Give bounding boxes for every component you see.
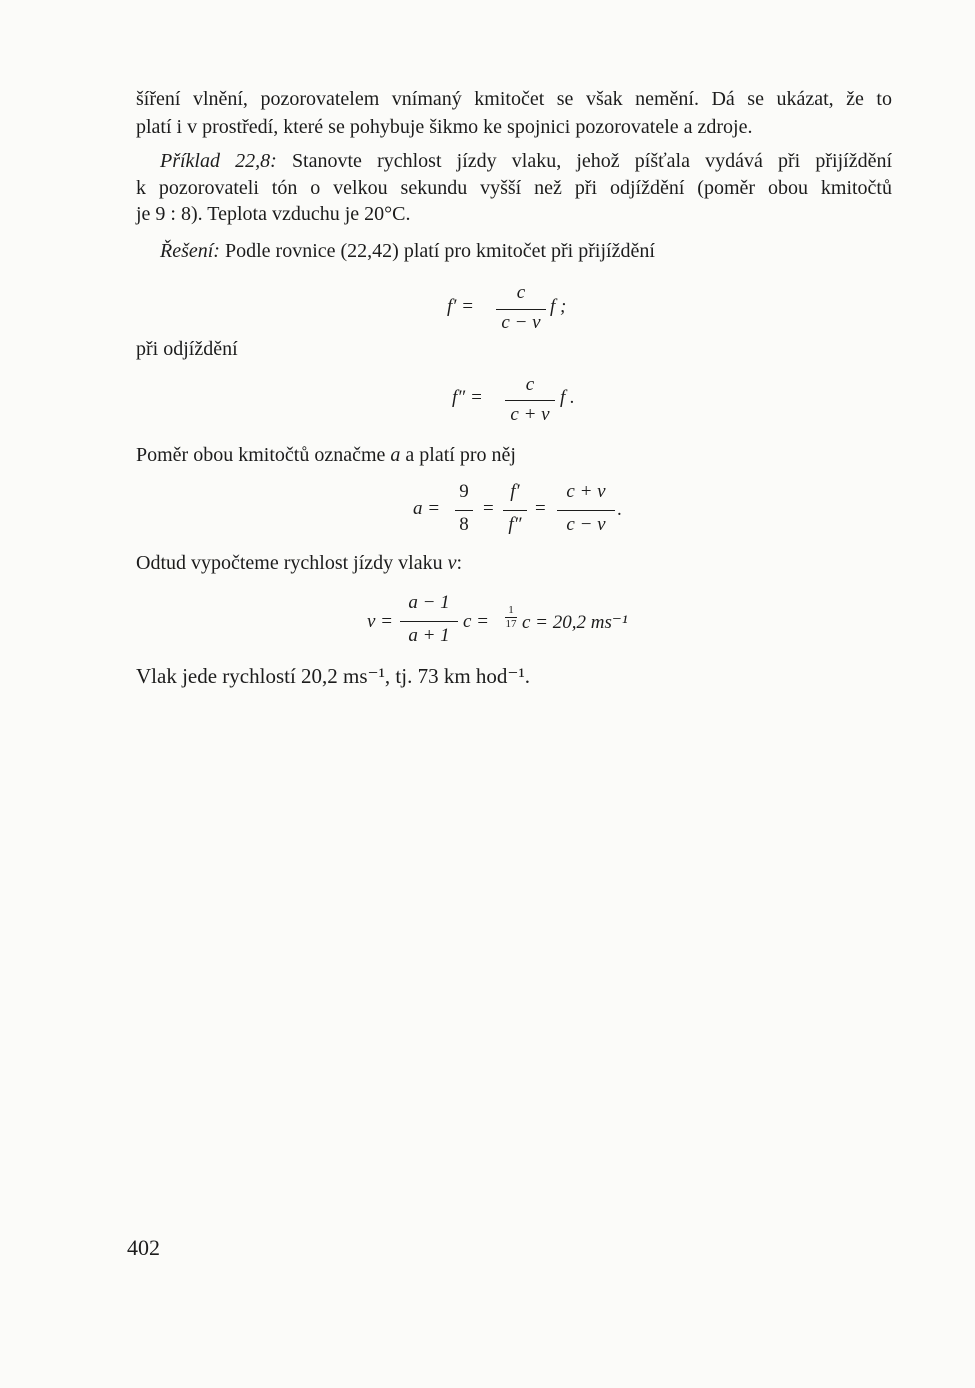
text-ratio-var: a: [390, 444, 401, 466]
eq3-f3-numerator: c + v: [566, 481, 606, 502]
fraction-bar: [505, 400, 555, 401]
eq4-rhs: c = 20,2 ms⁻¹: [522, 612, 628, 633]
eq4-fraction-1: [400, 592, 458, 654]
fraction-bar: [455, 510, 473, 511]
eq3-equals-b: =: [535, 498, 546, 519]
solution-line1: [160, 240, 655, 263]
eq3-fraction-2: [503, 481, 527, 541]
eq4-f1-denominator: a + 1: [408, 625, 450, 646]
eq3-f1-numerator: 9: [459, 481, 469, 502]
eq4-mid: c =: [463, 611, 490, 632]
text-ratio-post: a platí pro něj: [405, 444, 516, 466]
eq4-f2-numerator: 1: [508, 604, 514, 616]
text-departure: při odjíždění: [136, 338, 238, 360]
eq1-numerator: c: [516, 282, 526, 303]
eq3-lhs: a =: [413, 498, 441, 519]
eq1-lhs: f′ =: [447, 296, 475, 317]
text-ratio: [136, 444, 516, 467]
eq2-numerator: c: [525, 374, 535, 395]
text-compute: [136, 552, 462, 575]
paragraph1-line2: platí i v prostředí, které se pohybuje šikmo ke spojnici pozorovatele a zdroje.: [136, 116, 753, 138]
conclusion: Vlak jede rychlostí 20,2 ms⁻¹, tj. 73 km hod⁻¹.: [136, 664, 531, 688]
fraction-bar: [503, 510, 527, 511]
fraction-bar: [496, 309, 546, 310]
eq2-lhs: f″ =: [452, 387, 483, 408]
eq3-f3-denominator: c − v: [566, 514, 606, 535]
example-line2: k pozorovateli tón o velkou sekundu vyšší než při odjíždění (poměr obou kmitočtů: [136, 177, 892, 199]
fraction-bar: [557, 510, 615, 511]
eq2-rhs: f .: [560, 387, 575, 408]
page-number: 402: [127, 1235, 160, 1260]
solution-label: Řešení:: [160, 240, 220, 262]
eq3-f1-denominator: 8: [459, 514, 469, 535]
example-label: Příklad 22,8:: [160, 150, 277, 172]
eq1-fraction: [496, 280, 546, 340]
eq4-f1-numerator: a − 1: [408, 592, 450, 613]
text-ratio-pre: Poměr obou kmitočtů označme: [136, 444, 386, 466]
text-compute-post: :: [456, 552, 463, 574]
example-line1-text: Stanovte rychlost jízdy vlaku, jehož píšťala vydává při přijíždění: [291, 150, 893, 172]
eq3-equals-a: =: [483, 498, 494, 519]
eq4-lhs: v =: [367, 611, 394, 632]
eq3-fraction-1: [455, 481, 473, 541]
eq1-denominator: c − v: [501, 312, 541, 333]
example-line1: [160, 150, 892, 173]
text-compute-pre: Odtud vypočteme rychlost jízdy vlaku: [136, 552, 443, 574]
eq3-f2-numerator: f′: [510, 481, 520, 502]
eq2-fraction: [505, 372, 555, 432]
example-line3: je 9 : 8). Teplota vzduchu je 20°C.: [136, 203, 411, 225]
solution-text: Podle rovnice (22,42) platí pro kmitočet při přijíždění: [224, 240, 655, 262]
fraction-bar: [400, 621, 458, 622]
text-compute-var: v: [447, 552, 457, 574]
eq1-rhs: f ;: [550, 296, 567, 317]
eq4-fraction-2: [503, 604, 519, 634]
paragraph1-line1: šíření vlnění, pozorovatelem vnímaný kmitočet se však nemění. Dá se ukázat, že to: [136, 88, 892, 110]
eq3-end: .: [617, 499, 622, 520]
eq3-f2-denominator: f″: [508, 514, 522, 535]
eq3-fraction-3: [557, 481, 615, 541]
eq4-f2-denominator: 17: [505, 618, 517, 630]
eq2-denominator: c + v: [510, 404, 550, 425]
